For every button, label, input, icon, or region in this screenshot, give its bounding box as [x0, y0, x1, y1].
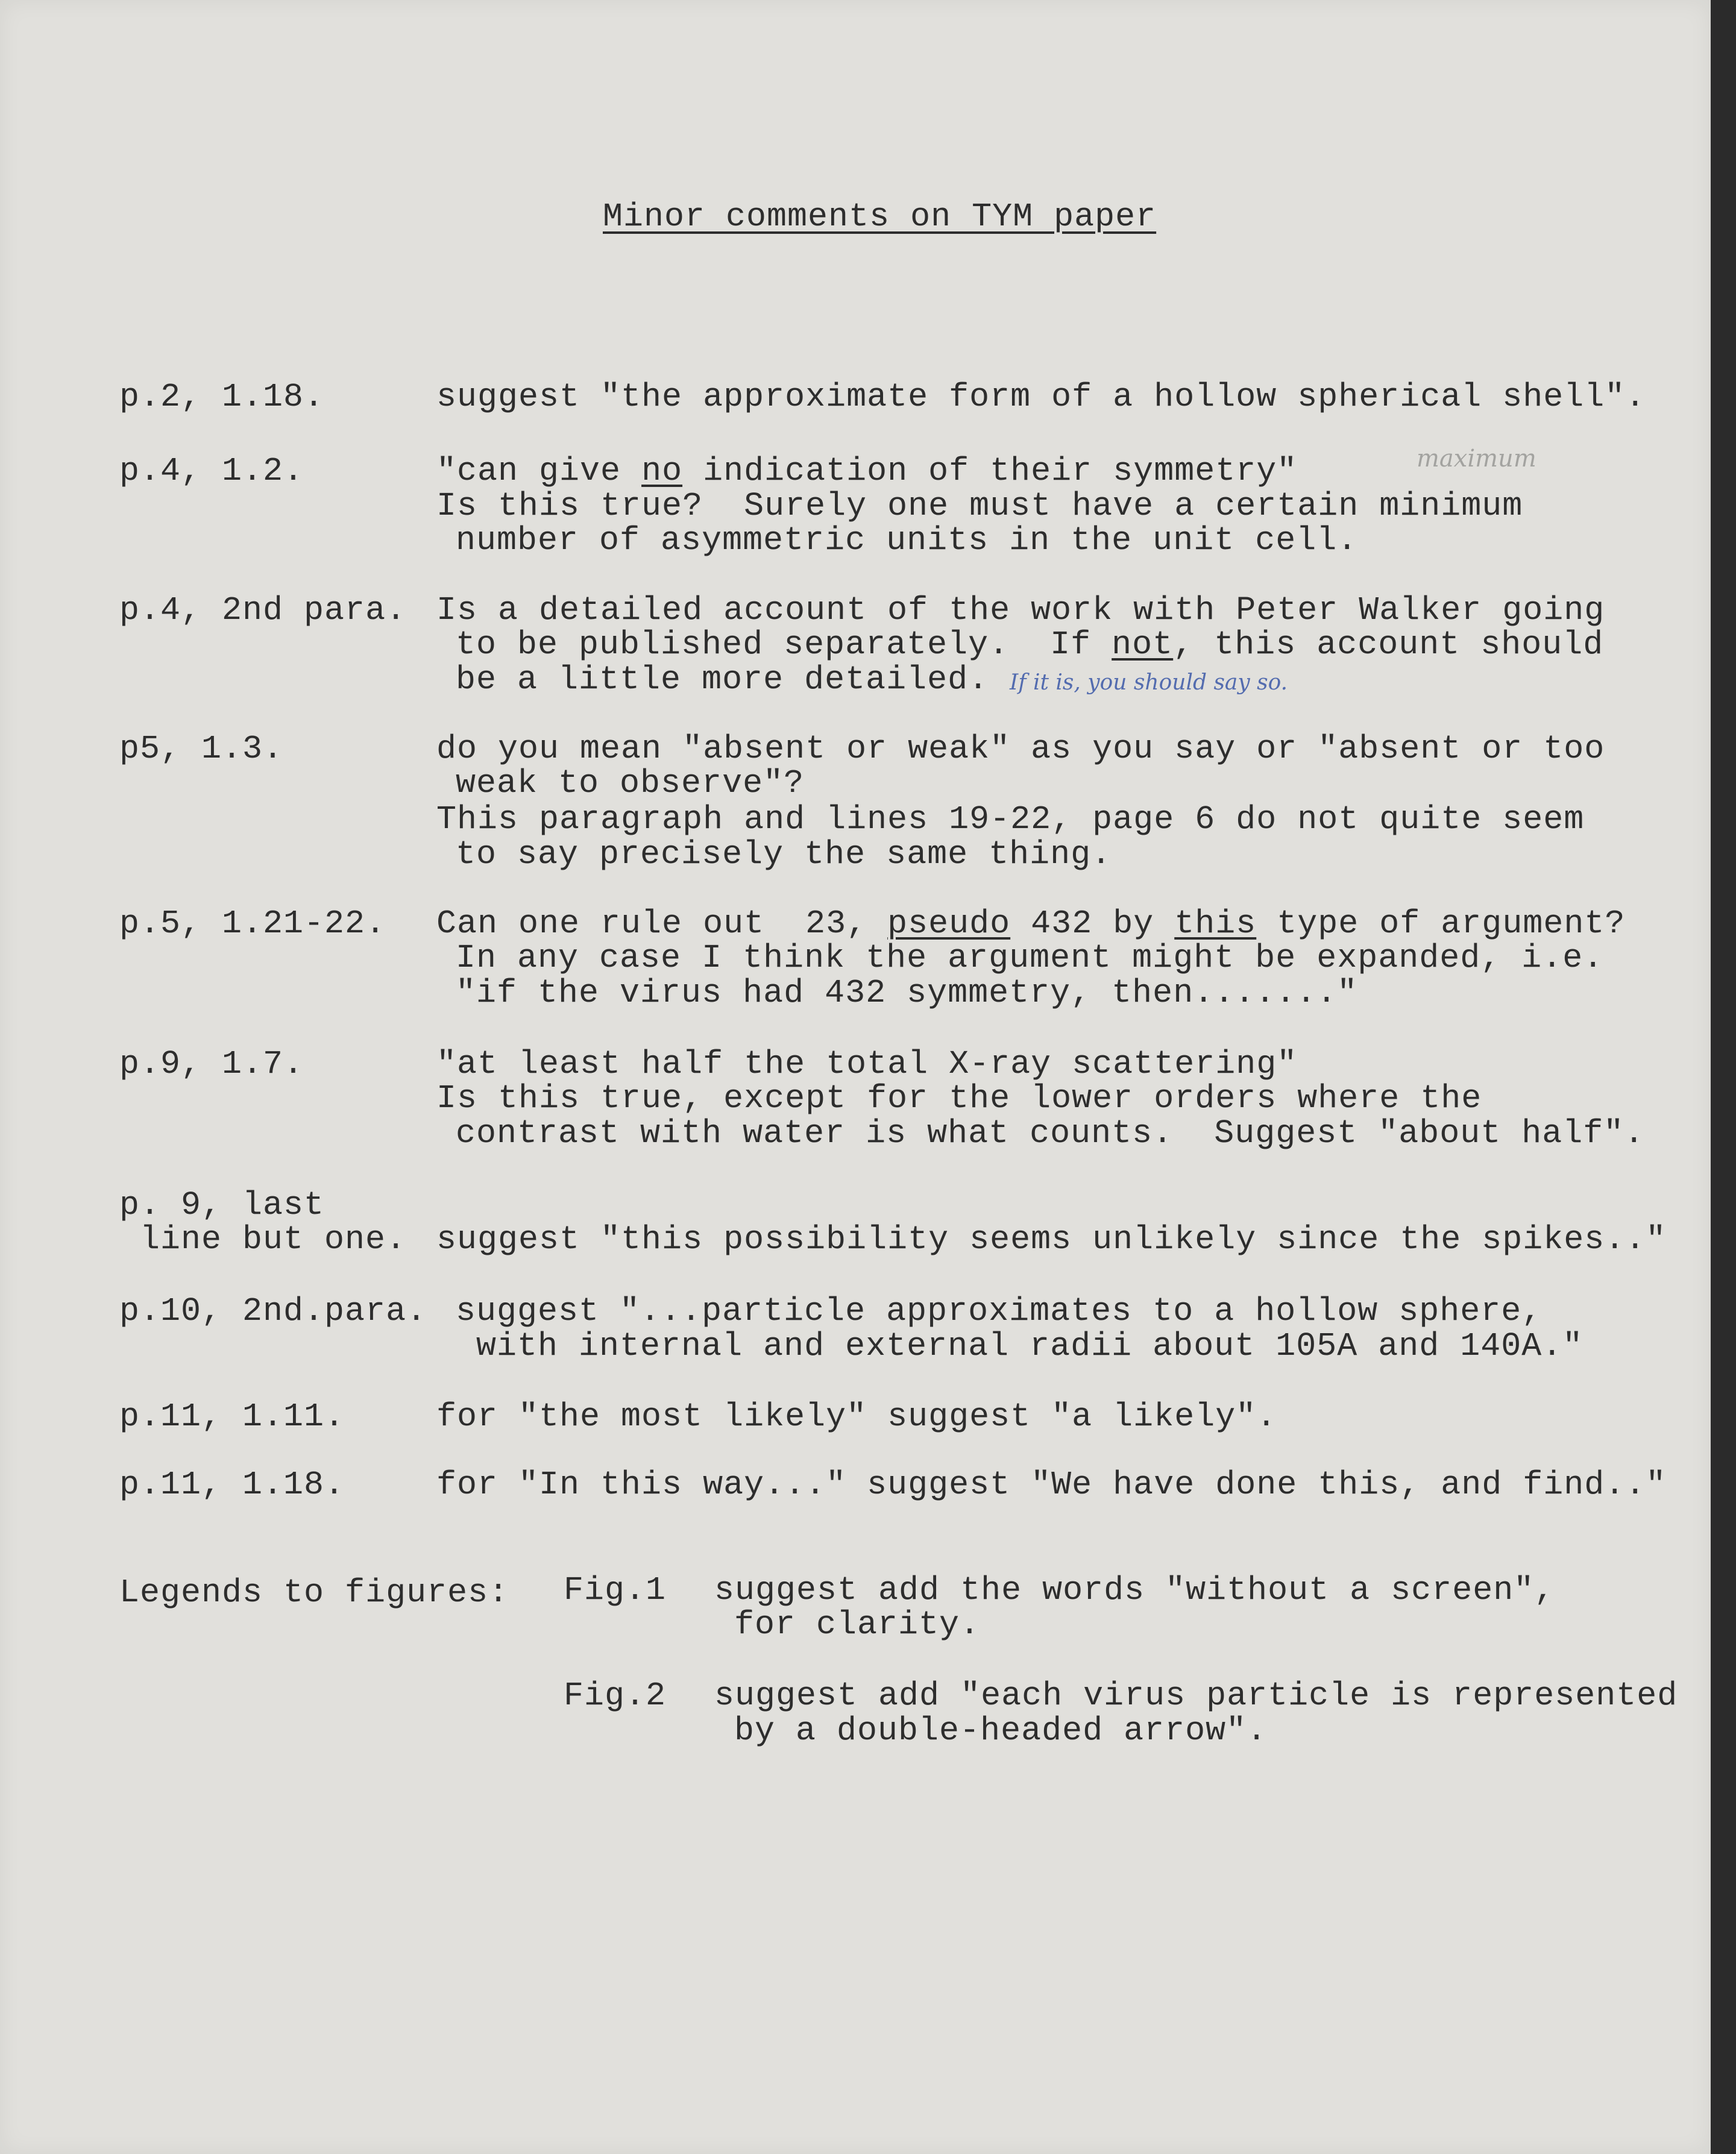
figure-comment-line: for clarity. — [734, 1606, 981, 1644]
page-title: Minor comments on TYM paper — [603, 198, 1157, 236]
comment-line: Is this true? Surely one must have a certain minimum — [436, 487, 1523, 525]
comment-ref: p.2, 1.18. — [119, 378, 325, 416]
comment-ref: p.10, 2nd.para. — [119, 1292, 427, 1330]
comment-line: to say precisely the same thing. — [456, 835, 1112, 873]
comment-line: number of asymmetric units in the unit cell. — [456, 521, 1358, 559]
figure-comment-line: by a double-headed arrow". — [734, 1712, 1268, 1750]
handwritten-annotation: If it is, you should say so. — [1010, 670, 1288, 695]
comment-ref: p.11, 1.18. — [119, 1466, 345, 1504]
comment-line: be a little more detailed. — [456, 661, 989, 699]
figure-ref: Fig.2 — [564, 1677, 667, 1715]
figure-comment-line: suggest add the words "without a screen", — [714, 1571, 1555, 1609]
comment-line: suggest "...particle approximates to a hollow sphere, — [456, 1292, 1543, 1330]
figure-ref: Fig.1 — [564, 1571, 667, 1609]
comment-line: "at least half the total X-ray scattering" — [436, 1045, 1298, 1083]
comment-ref: p.9, 1.7. — [119, 1045, 304, 1083]
comment-ref: line but one. — [140, 1220, 407, 1258]
comment-ref: p5, 1.3. — [119, 730, 284, 768]
comment-line: suggest "the approximate form of a hollow spherical shell". — [436, 378, 1646, 416]
comment-ref: p.11, 1.11. — [119, 1398, 345, 1436]
comment-line: for "In this way..." suggest "We have done this, and find.." — [436, 1466, 1667, 1504]
comment-line: weak to observe"? — [456, 764, 805, 802]
comment-line: This paragraph and lines 19-22, page 6 do not quite seem — [436, 800, 1585, 838]
figure-comment-line: suggest add "each virus particle is represented — [714, 1677, 1678, 1715]
comment-line: "if the virus had 432 symmetry, then......." — [456, 974, 1358, 1012]
pencil-annotation: maximum — [1417, 445, 1536, 473]
comment-line: Is a detailed account of the work with Peter Walker going — [436, 591, 1605, 629]
comment-line: for "the most likely" suggest "a likely". — [436, 1398, 1277, 1436]
comment-line: to be published separately. If not, this account should — [456, 626, 1604, 664]
comment-line: contrast with water is what counts. Suggest "about half". — [456, 1114, 1645, 1152]
comment-line: with internal and external radii about 105A and 140A." — [476, 1327, 1583, 1365]
comment-ref: p.4, 2nd para. — [119, 591, 407, 629]
comment-ref: p. 9, last — [119, 1186, 325, 1224]
comment-ref: p.5, 1.21-22. — [119, 905, 386, 943]
comment-line: do you mean "absent or weak" as you say or "absent or too — [436, 730, 1605, 768]
comment-line: "can give no indication of their symmetry" — [436, 452, 1298, 490]
comment-line: suggest "this possibility seems unlikely since the spikes.." — [436, 1220, 1667, 1258]
comment-line: In any case I think the argument might be expanded, i.e. — [456, 939, 1604, 977]
comment-line: Is this true, except for the lower orders where the — [436, 1079, 1482, 1117]
comment-line: Can one rule out 23, pseudo 432 by this type of argument? — [436, 905, 1626, 943]
legends-label: Legends to figures: — [119, 1574, 509, 1612]
comment-ref: p.4, 1.2. — [119, 452, 304, 490]
